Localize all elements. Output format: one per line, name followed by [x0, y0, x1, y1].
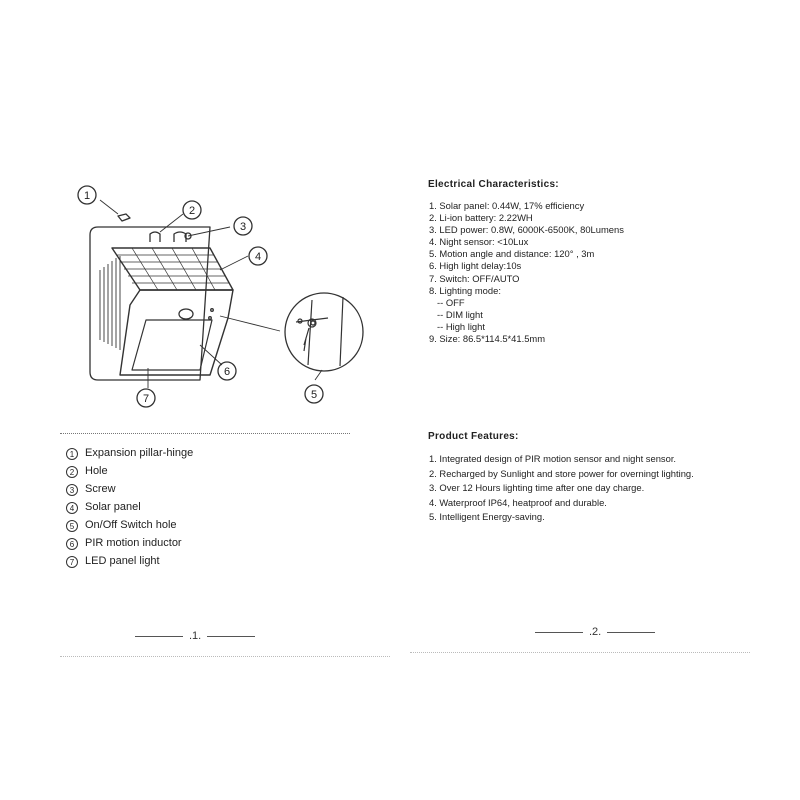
features-title: Product Features:	[428, 431, 519, 442]
footer-rule	[135, 636, 183, 637]
spec-item: 1. Solar panel: 0.44W, 17% efficiency	[429, 200, 585, 211]
switch-detail	[296, 297, 343, 366]
callout-5: 5	[310, 389, 318, 401]
spec-item: 6. High light delay:10s	[429, 260, 522, 272]
part-label: Solar panel	[85, 501, 141, 513]
part-label: Expansion pillar-hinge	[85, 447, 194, 459]
part-number: 1	[66, 448, 78, 460]
spec-item: -- DIM light	[437, 308, 483, 320]
part-item	[66, 480, 193, 498]
page-number: .1.	[189, 630, 202, 642]
part-item	[66, 498, 193, 516]
solar-grid	[116, 248, 229, 290]
spec-item: 2. Li-ion battery: 2.22WH	[429, 212, 533, 224]
spec-item: 3. LED power: 0.8W, 6000K-6500K, 80Lumens	[429, 224, 624, 236]
callout-3: 3	[239, 221, 247, 233]
heat-fins	[100, 256, 120, 350]
callout-1: 1	[83, 190, 91, 202]
part-item	[66, 516, 193, 534]
pillar-hinge	[118, 214, 130, 221]
part-label: Screw	[85, 483, 116, 495]
hinge	[150, 232, 160, 242]
footer-rule	[535, 632, 583, 633]
leader-lines	[100, 200, 322, 388]
front-face	[120, 290, 233, 375]
callout-6: 6	[223, 366, 231, 378]
electrical-list	[429, 200, 624, 345]
electrical-title: Electrical Characteristics:	[428, 179, 559, 190]
page-footer-right	[535, 626, 655, 638]
part-item	[66, 534, 193, 552]
page-number: .2.	[589, 626, 602, 638]
product-diagram	[60, 170, 380, 420]
callout-2: 2	[188, 205, 196, 217]
spec-item: 8. Lighting mode:	[429, 284, 501, 296]
footer-rule	[607, 632, 655, 633]
manual-page-right	[400, 0, 800, 800]
spec-item: 4. Night sensor: <10Lux	[429, 236, 529, 248]
part-item	[66, 552, 193, 570]
detail-zoom	[285, 293, 363, 371]
feature-item: 5. Intelligent Energy-saving.	[429, 511, 545, 523]
spec-item: -- High light	[437, 320, 485, 332]
feature-item: 2. Recharged by Sunlight and store power for overningt lighting.	[429, 467, 694, 479]
part-label: Hole	[85, 465, 108, 477]
part-item	[66, 462, 193, 480]
part-number: 4	[66, 502, 78, 514]
callout-7: 7	[142, 393, 150, 405]
part-label: PIR motion inductor	[85, 537, 182, 549]
feature-item: 1. Integrated design of PIR motion sensor and night sensor.	[429, 453, 677, 464]
spec-item: -- OFF	[437, 296, 465, 308]
pir-sensor	[179, 309, 193, 319]
page-edge-line	[410, 652, 750, 653]
part-label: On/Off Switch hole	[85, 519, 177, 531]
spec-item: 5. Motion angle and distance: 120° , 3m	[429, 248, 595, 260]
feature-item: 3. Over 12 Hours lighting time after one day charge.	[429, 482, 645, 494]
page-footer-left	[135, 630, 255, 642]
part-item	[66, 444, 193, 462]
parts-divider	[60, 433, 350, 434]
page-edge-line	[60, 656, 390, 657]
callout-4: 4	[254, 251, 262, 263]
footer-rule	[207, 636, 255, 637]
parts-list	[66, 444, 193, 570]
part-number: 5	[66, 520, 78, 532]
spec-item: 9. Size: 86.5*114.5*41.5mm	[429, 333, 546, 345]
spec-item: 7. Switch: OFF/AUTO	[429, 272, 520, 284]
part-label: LED panel light	[85, 555, 160, 567]
feature-item: 4. Waterproof IP64, heatproof and durable.	[429, 496, 607, 508]
features-list	[429, 452, 694, 525]
part-number: 6	[66, 538, 78, 550]
part-number: 3	[66, 484, 78, 496]
part-number: 2	[66, 466, 78, 478]
part-number: 7	[66, 556, 78, 568]
